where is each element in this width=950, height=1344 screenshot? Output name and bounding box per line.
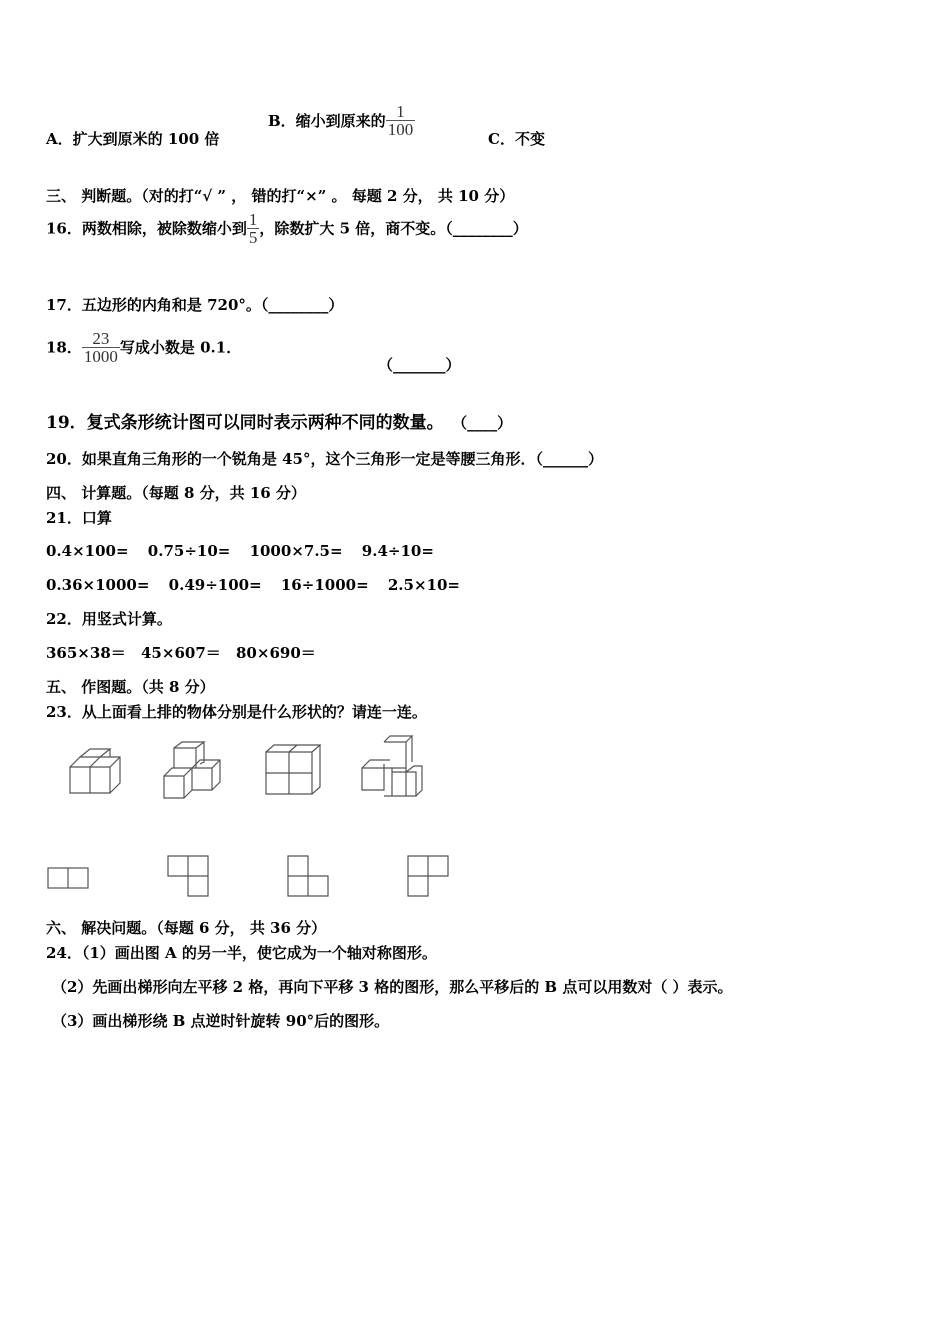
fraction-23-1000 — [82, 330, 120, 365]
cube-figure-4 — [356, 734, 426, 798]
q22-items — [46, 643, 316, 663]
q19-text: 19．复式条形统计图可以同时表示两种不同的数量。 — [46, 413, 444, 433]
fraction-numerator: 1 — [386, 103, 416, 121]
calc-item: 1000×7.5= — [249, 542, 343, 560]
question-19 — [46, 413, 512, 433]
calc-item: 80×690＝ — [236, 644, 316, 662]
fraction-denominator: 5 — [248, 228, 258, 247]
fraction-1-100 — [386, 103, 416, 138]
option-b-label: B．缩小到原来的 — [268, 112, 386, 130]
option-c: C．不变 — [488, 130, 545, 148]
top-view-shape-1 — [46, 866, 92, 890]
section-6-title: 六、 解决问题。（每题 6 分， 共 36 分） — [46, 919, 327, 937]
fraction-1-5 — [247, 211, 260, 246]
section-3-title: 三、 判断题。（对的打“√ ” ， 错的打“×” 。 每题 2 分， 共 10 分） — [46, 187, 515, 205]
q18-number: 18． — [46, 338, 82, 357]
cube-figure-3 — [262, 742, 324, 798]
option-a: A．扩大到原米的 100 倍 — [46, 130, 220, 148]
question-24-part-1: 24．（1）画出图 A 的另一半，使它成为一个轴对称图形。 — [46, 944, 437, 962]
question-17: 17．五边形的内角和是 720°。（________） — [46, 296, 344, 314]
fraction-numerator: 23 — [82, 330, 120, 348]
question-23-title: 23．从上面看上排的物体分别是什么形状的？请连一连。 — [46, 703, 427, 721]
question-21-title: 21．口算 — [46, 509, 112, 527]
calc-item: 16÷1000= — [280, 576, 369, 594]
cube-figure-1 — [66, 745, 126, 797]
fraction-denominator: 1000 — [83, 347, 118, 366]
question-24-part-2: （2）先画出梯形向左平移 2 格，再向下平移 3 格的图形，那么平移后的 B 点可以用数对（ ）表示。 — [52, 978, 733, 996]
calc-item: 0.49÷100= — [168, 576, 262, 594]
calc-item: 0.36×1000= — [46, 576, 150, 594]
section-5-title: 五、 作图题。（共 8 分） — [46, 678, 215, 696]
top-view-shape-3 — [286, 854, 332, 900]
question-16 — [46, 211, 528, 246]
q16-suffix: ，除数扩大 5 倍，商不变。（________） — [259, 219, 528, 238]
calc-item: 0.4×100= — [46, 542, 129, 560]
question-24-part-3: （3）画出梯形绕 B 点逆时针旋转 90°后的图形。 — [52, 1012, 390, 1030]
q18-text: 写成小数是 0.1． — [119, 338, 242, 357]
section-4-title: 四、 计算题。（每题 8 分，共 16 分） — [46, 484, 306, 502]
fraction-denominator: 100 — [387, 120, 414, 139]
calc-item: 9.4÷10= — [361, 542, 434, 560]
question-18 — [46, 330, 241, 365]
calc-item: 0.75÷10= — [147, 542, 231, 560]
calc-item: 365×38＝ — [46, 644, 126, 662]
top-view-shape-2 — [166, 854, 212, 900]
cube-figure-2 — [160, 740, 228, 802]
question-22-title: 22．用竖式计算。 — [46, 610, 172, 628]
fraction-numerator: 1 — [248, 210, 258, 229]
top-view-shape-4 — [406, 854, 452, 900]
q16-prefix: 16．两数相除，被除数缩小到 — [46, 219, 247, 238]
question-20: 20．如果直角三角形的一个锐角是 45°，这个三角形一定是等腰三角形．（______） — [46, 450, 603, 468]
q21-row-1 — [46, 541, 434, 561]
q21-row-2 — [46, 575, 460, 595]
option-b — [268, 103, 415, 138]
q18-blank: （_______） — [378, 356, 461, 374]
q19-blank: （____） — [459, 414, 513, 432]
calc-item: 2.5×10= — [387, 576, 460, 594]
calc-item: 45×607＝ — [141, 644, 221, 662]
